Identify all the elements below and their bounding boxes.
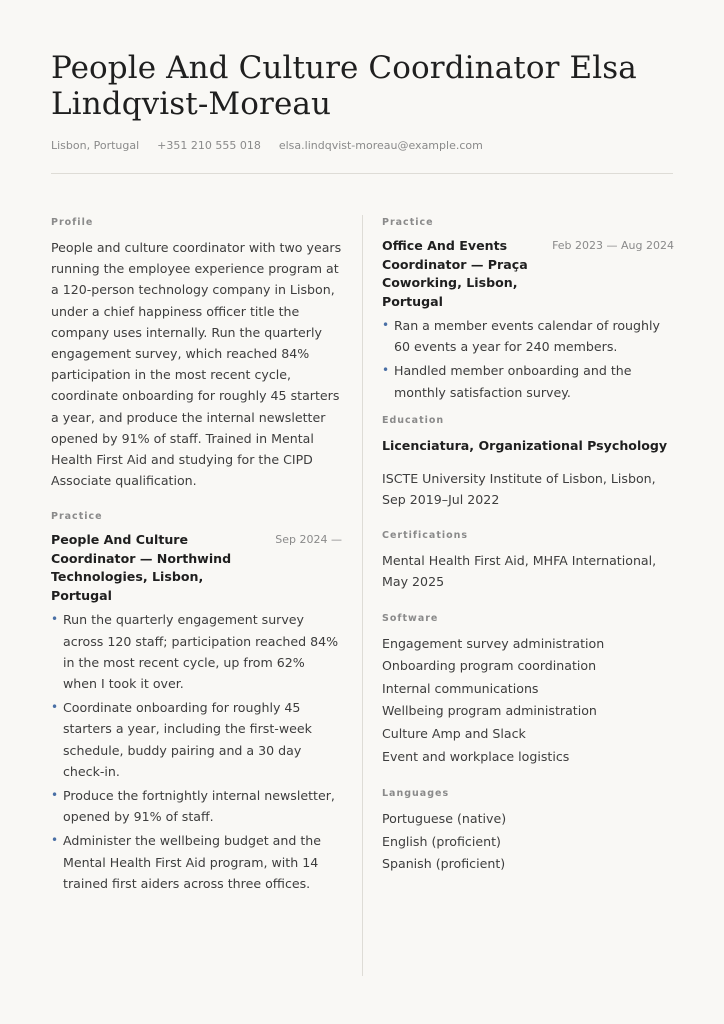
role-bullets (382, 315, 674, 403)
role-title: People And Culture Coordinator — Northwind Technologies, Lisbon, Portugal (51, 532, 232, 603)
list-item: Event and workplace logistics (382, 748, 570, 764)
profile-section (51, 217, 342, 491)
languages-section (382, 788, 674, 876)
section-title: Software (382, 612, 439, 624)
list-item: Onboarding program coordination (382, 658, 597, 674)
list-item: • Administer the wellbeing budget and the Mental Health First Aid program, with 14 trained first aiders across three offices. (51, 830, 342, 894)
contact-phone: +351 210 555 018 (157, 139, 261, 152)
bullet-icon: • (51, 833, 59, 848)
bullet-icon: • (382, 318, 390, 332)
list-item: • Produce the fortnightly internal newsletter, opened by 91% of staff. (51, 785, 342, 827)
contact-line (51, 139, 673, 152)
list-item: Spanish (proficient) (382, 856, 506, 872)
bullet-icon: • (51, 788, 59, 803)
list-item: English (proficient) (382, 833, 501, 849)
list-item: • Run the quarterly engagement survey across 120 staff; participation reached 84% in the most recent cycle, up from 62% when I took it over. (51, 609, 342, 694)
role-bullets (51, 609, 342, 894)
right-column (382, 217, 674, 876)
profile-text: People and culture coordinator with two years running the employee experience program at a 120-person technology company in Lisbon, under a chief happiness officer title the company uses internally. Run the quarterly engagement survey, which reached 84% participation in the most recent cycle, coordinate onboarding for roughly 45 starters a year, and produce the internal newsletter opened by 91% of staff. Trained in Mental Health First Aid and studying for the CIPD Associate qualification. (51, 240, 342, 489)
list-item: Engagement survey administration (382, 635, 605, 651)
section-title: Languages (382, 788, 450, 800)
header-divider (51, 173, 673, 174)
candidate-name: People And Culture Coordinator Elsa Lindqvist-Moreau (51, 50, 637, 122)
bullet-icon: • (51, 612, 59, 627)
practice-section-left (51, 511, 342, 894)
list-item: • Ran a member events calendar of roughly 60 events a year for 240 members. (382, 315, 674, 357)
practice-section-right (382, 217, 674, 403)
software-list (382, 633, 674, 769)
role-date: Sep 2024 — (275, 533, 342, 547)
list-item: Culture Amp and Slack (382, 726, 526, 741)
certification-text: Mental Health First Aid, MHFA International, May 2025 (382, 553, 657, 590)
degree-title: Licenciatura, Organizational Psychology (382, 437, 668, 453)
role-date: Feb 2023 — Aug 2024 (552, 239, 674, 252)
section-title: Education (382, 414, 445, 426)
education-section (382, 415, 674, 510)
software-section (382, 613, 674, 769)
list-item: Portuguese (native) (382, 811, 507, 827)
role-title: Office And Events Coordinator — Praça Coworking, Lisbon, Portugal (382, 238, 528, 309)
section-title: Profile (51, 217, 94, 228)
resume-header (51, 50, 673, 152)
list-item: • Coordinate onboarding for roughly 45 starters a year, including the first-week schedule, buddy pairing and a 30 day check-in. (51, 697, 342, 782)
languages-list (382, 808, 674, 876)
role-header (382, 237, 674, 311)
list-item: Wellbeing program administration (382, 703, 597, 719)
bullet-icon: • (51, 700, 59, 715)
section-title: Certifications (382, 530, 469, 542)
bullet-icon: • (382, 363, 390, 378)
contact-location: Lisbon, Portugal (51, 139, 140, 152)
contact-email: elsa.lindqvist-moreau@example.com (278, 139, 483, 152)
list-item: • Handled member onboarding and the monthly satisfaction survey. (382, 360, 674, 402)
section-title: Practice (382, 217, 434, 228)
certifications-section (382, 530, 674, 592)
list-item: Internal communications (382, 680, 539, 696)
section-title: Practice (51, 511, 103, 523)
column-divider (362, 215, 363, 976)
school-text: ISCTE University Institute of Lisbon, Lisbon, Sep 2019–Jul 2022 (382, 470, 656, 508)
role-header (51, 531, 342, 605)
left-column (51, 217, 342, 897)
